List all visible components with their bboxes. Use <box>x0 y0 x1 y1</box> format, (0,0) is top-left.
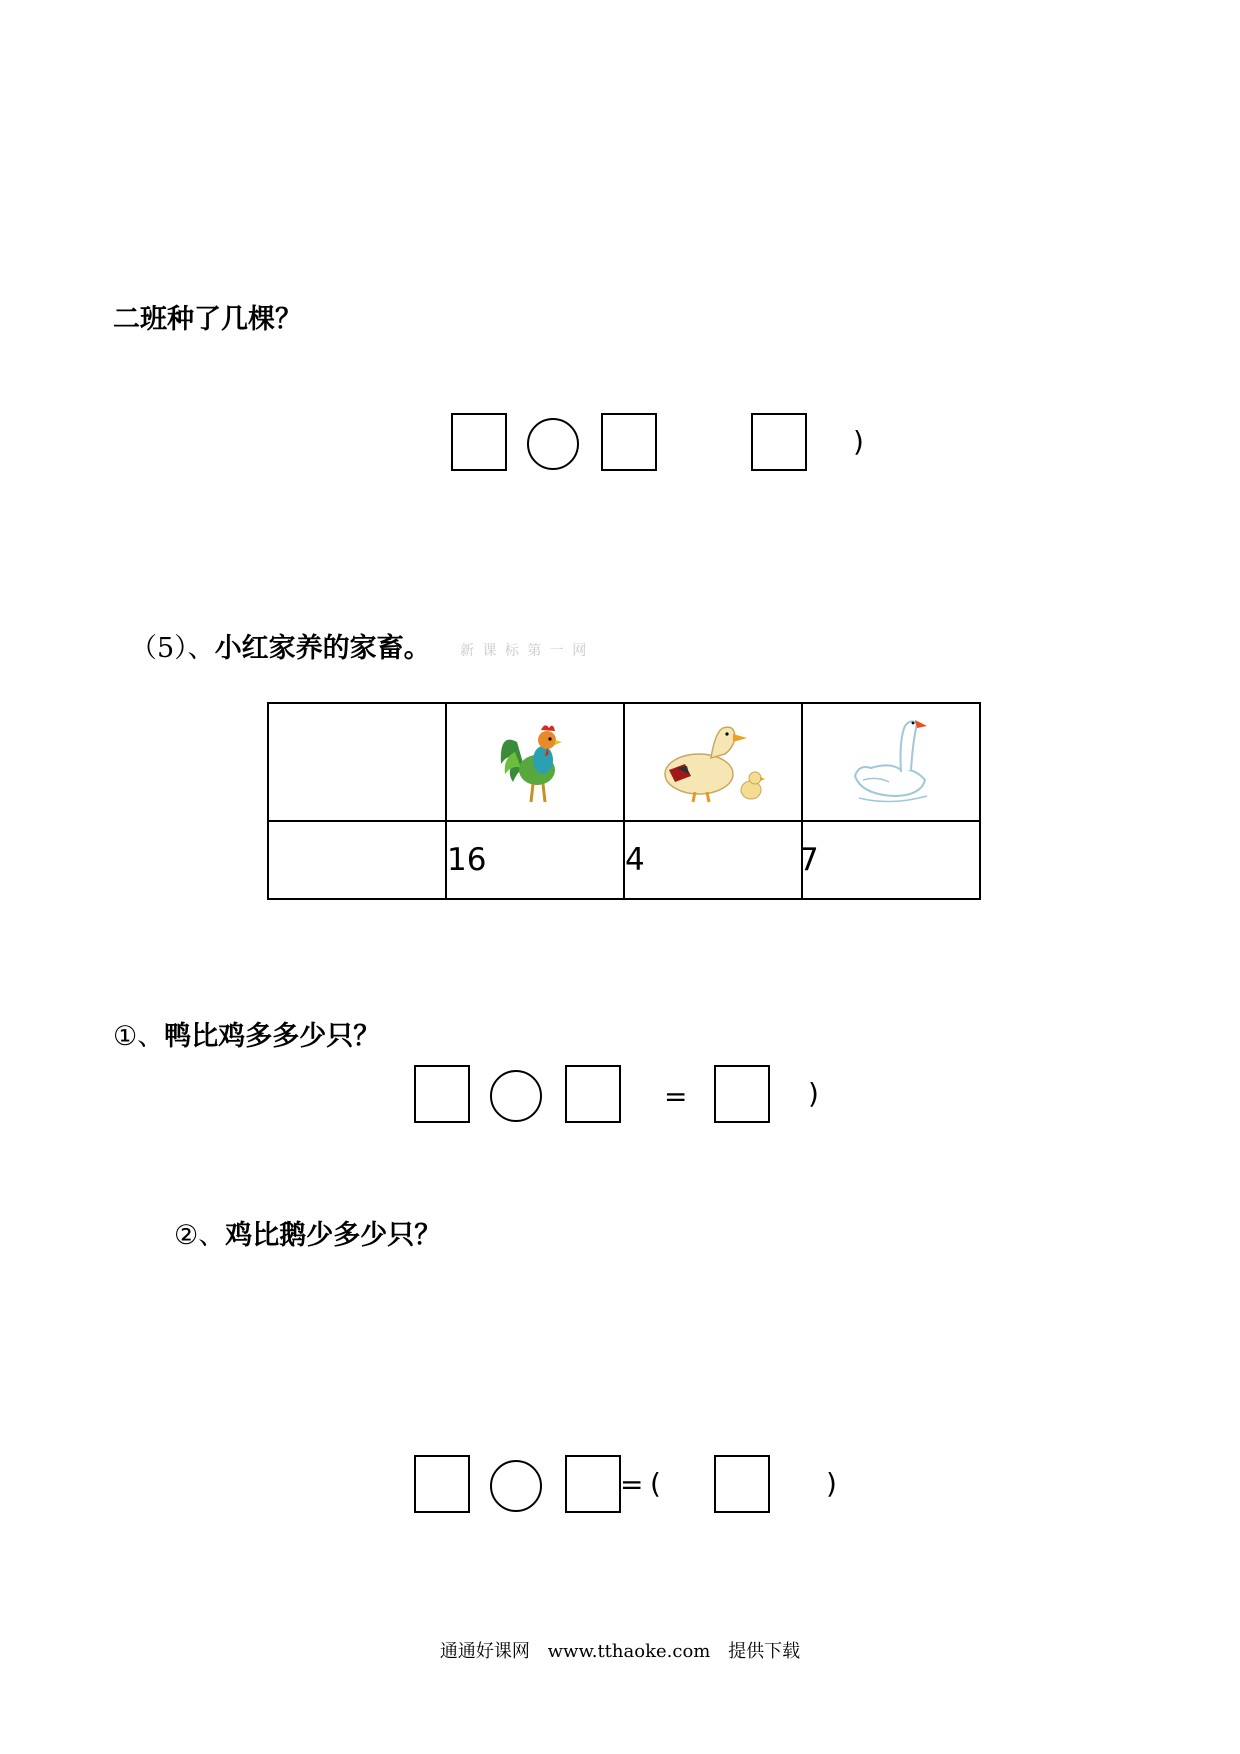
question-number: （5）、 <box>130 633 215 664</box>
close-paren: ) <box>853 425 864 458</box>
goose-count: 7 <box>802 821 980 899</box>
table-cell <box>446 703 624 821</box>
question-text: 鸡比鹅少多少只？ <box>225 1220 442 1251</box>
footer <box>0 1637 1240 1663</box>
operator-circle[interactable] <box>527 418 579 470</box>
answer-box[interactable] <box>751 413 807 471</box>
equals-sign: = <box>664 1080 688 1113</box>
watermark: 新 课 标 第 一 网 <box>460 643 589 659</box>
question-number: ②、 <box>174 1220 226 1251</box>
close-paren: ) <box>808 1077 819 1110</box>
duck-count: 4 <box>624 821 802 899</box>
answer-box[interactable] <box>565 1455 621 1513</box>
question-text: 鸭比鸡多多少只？ <box>164 1021 381 1052</box>
answer-box[interactable] <box>714 1065 770 1123</box>
answer-box[interactable] <box>714 1455 770 1513</box>
operator-circle[interactable] <box>490 1070 542 1122</box>
table-cell <box>268 821 446 899</box>
answer-box[interactable] <box>565 1065 621 1123</box>
answer-box[interactable] <box>414 1455 470 1513</box>
table-row <box>268 703 980 821</box>
table-row <box>268 821 980 899</box>
question-5-heading <box>130 626 431 665</box>
footer-site: 通通好课网 <box>439 1641 530 1662</box>
rooster-icon <box>495 793 575 812</box>
footer-note: 提供下载 <box>728 1641 801 1662</box>
table-header-cell <box>268 703 446 821</box>
answer-box[interactable] <box>451 413 507 471</box>
answer-box[interactable] <box>601 413 657 471</box>
sub-question-2 <box>174 1213 441 1252</box>
operator-circle[interactable] <box>490 1460 542 1512</box>
question-text: 二班种了几棵？ <box>113 304 302 335</box>
table-cell <box>802 703 980 821</box>
table-cell <box>624 703 802 821</box>
close-paren: ) <box>826 1467 837 1500</box>
question-number: ①、 <box>113 1021 165 1052</box>
livestock-table <box>267 702 981 900</box>
chicken-count: 16 <box>446 821 624 899</box>
equals-sign: = <box>620 1468 644 1501</box>
sub-question-1 <box>113 1014 380 1053</box>
question-title: 小红家养的家畜。 <box>214 633 431 664</box>
goose-icon <box>841 795 941 814</box>
footer-url[interactable]: www.tthaoke.com <box>547 1641 711 1662</box>
duck-icon <box>655 793 771 812</box>
answer-box[interactable] <box>414 1065 470 1123</box>
open-paren: ( <box>650 1467 661 1500</box>
